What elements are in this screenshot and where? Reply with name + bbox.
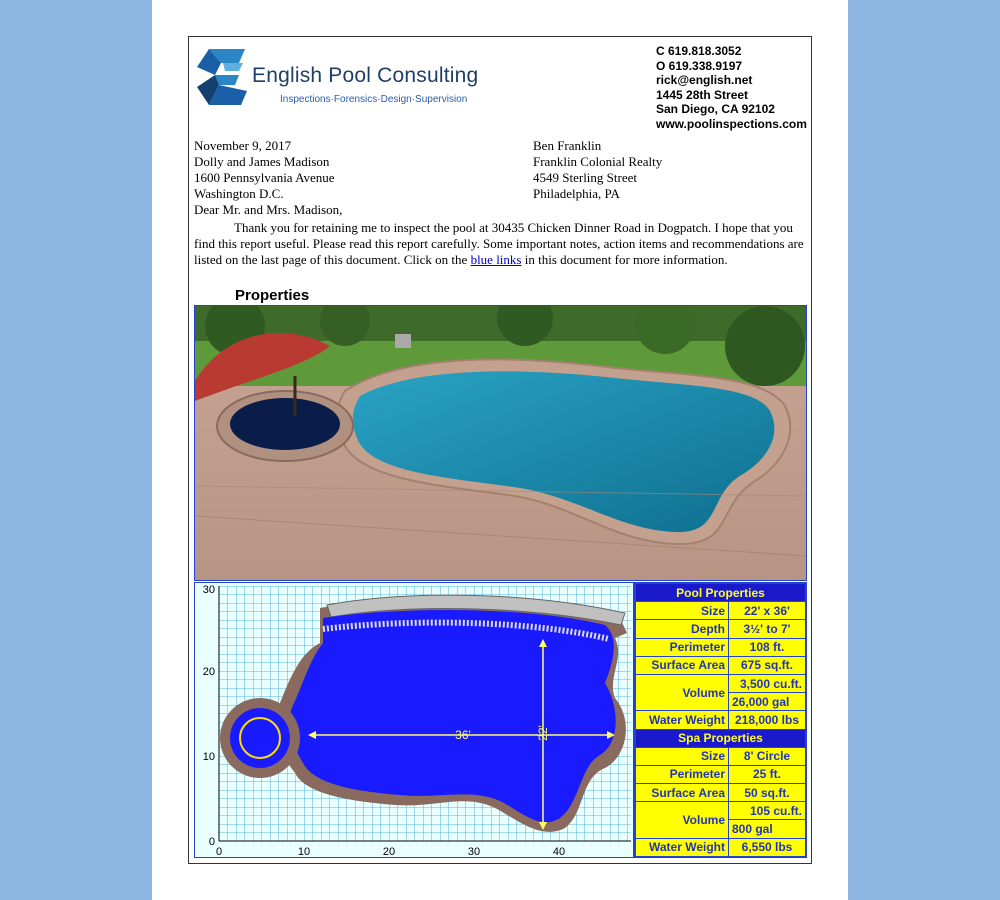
properties-table xyxy=(634,582,807,858)
website: www.poolinspections.com xyxy=(656,116,807,131)
letter-text-end: in this document for more information. xyxy=(521,252,728,267)
spa-perimeter-value: 25 ft. xyxy=(729,765,806,783)
spa-weight-value: 6,550 lbs xyxy=(729,838,806,856)
recipient-name: Dolly and James Madison xyxy=(194,154,330,169)
letter-text-start: Thank you for retaining me to inspect the pool at 30435 Chicken Dinner Road in Dogpatch. I hope that you find this report useful. Please read this report carefully. Some important notes, action items and recommendations are listed on the last page of this document. Click on the xyxy=(194,220,804,267)
pool-surface-label: Surface Area xyxy=(636,656,729,674)
pool-size-label: Size xyxy=(636,602,729,620)
company-tagline: Inspections·Forensics·Design·Supervision xyxy=(280,94,468,105)
section-title: Properties xyxy=(235,287,310,304)
x-tick-40: 40 xyxy=(552,846,566,858)
contact-block xyxy=(656,44,807,131)
pool-volume-gal: 26,000 gal xyxy=(729,693,806,711)
y-tick-20: 20 xyxy=(202,666,215,678)
recipient-address xyxy=(194,138,342,218)
pool-size-value: 22' x 36' xyxy=(729,602,806,620)
agent-city: Philadelphia, PA xyxy=(533,186,620,201)
pool-surface-value: 675 sq.ft. xyxy=(729,656,806,674)
agent-address xyxy=(533,138,662,202)
agent-company: Franklin Colonial Realty xyxy=(533,154,663,169)
letter-date: November 9, 2017 xyxy=(194,138,292,153)
spa-size-value: 8' Circle xyxy=(729,747,806,765)
pool-depth-value: 3½' to 7' xyxy=(729,620,806,638)
company-logo-icon xyxy=(195,47,253,107)
agent-name: Ben Franklin xyxy=(533,138,602,153)
cell-phone: C 619.818.3052 xyxy=(656,44,742,58)
pool-perimeter-value: 108 ft. xyxy=(729,638,806,656)
x-tick-0: 0 xyxy=(215,846,223,858)
pool-volume-cuft: 3,500 cu.ft. xyxy=(729,674,806,692)
pool-depth-label: Depth xyxy=(636,620,729,638)
x-tick-20: 20 xyxy=(382,846,396,858)
pool-properties-header: Pool Properties xyxy=(636,584,806,602)
spa-surface-label: Surface Area xyxy=(636,784,729,802)
pool-plan-diagram xyxy=(194,582,634,858)
street-address: 1445 28th Street xyxy=(656,87,749,102)
spa-weight-label: Water Weight xyxy=(636,838,729,856)
pool-weight-value: 218,000 lbs xyxy=(729,711,806,729)
y-tick-10: 10 xyxy=(202,751,215,763)
width-dimension-label: 22' xyxy=(536,725,550,741)
recipient-street: 1600 Pennsylvania Avenue xyxy=(194,170,335,185)
length-dimension-label: 36' xyxy=(455,728,471,742)
pool-volume-label: Volume xyxy=(636,674,729,710)
pool-perimeter-label: Perimeter xyxy=(636,638,729,656)
blue-links-link[interactable]: blue links xyxy=(470,252,522,267)
letter-body xyxy=(194,220,806,268)
email: rick@english.net xyxy=(656,73,753,87)
spa-volume-label: Volume xyxy=(636,802,729,838)
spa-perimeter-label: Perimeter xyxy=(636,765,729,783)
spa-volume-gal: 800 gal xyxy=(729,820,806,838)
x-tick-10: 10 xyxy=(297,846,311,858)
spa-properties-header: Spa Properties xyxy=(636,729,806,747)
spa-size-label: Size xyxy=(636,747,729,765)
y-tick-0: 0 xyxy=(208,836,215,848)
spa-surface-value: 50 sq.ft. xyxy=(729,784,806,802)
office-phone: O 619.338.9197 xyxy=(656,58,743,73)
city-state: San Diego, CA 92102 xyxy=(656,102,775,116)
recipient-city: Washington D.C. xyxy=(194,186,284,201)
x-tick-30: 30 xyxy=(467,846,481,858)
y-tick-30: 30 xyxy=(202,584,215,596)
pool-weight-label: Water Weight xyxy=(636,711,729,729)
salutation: Dear Mr. and Mrs. Madison, xyxy=(194,202,343,217)
spa-volume-cuft: 105 cu.ft. xyxy=(729,802,806,820)
agent-street: 4549 Sterling Street xyxy=(533,170,637,185)
pool-photo xyxy=(194,305,807,581)
company-name: English Pool Consulting xyxy=(252,64,479,87)
